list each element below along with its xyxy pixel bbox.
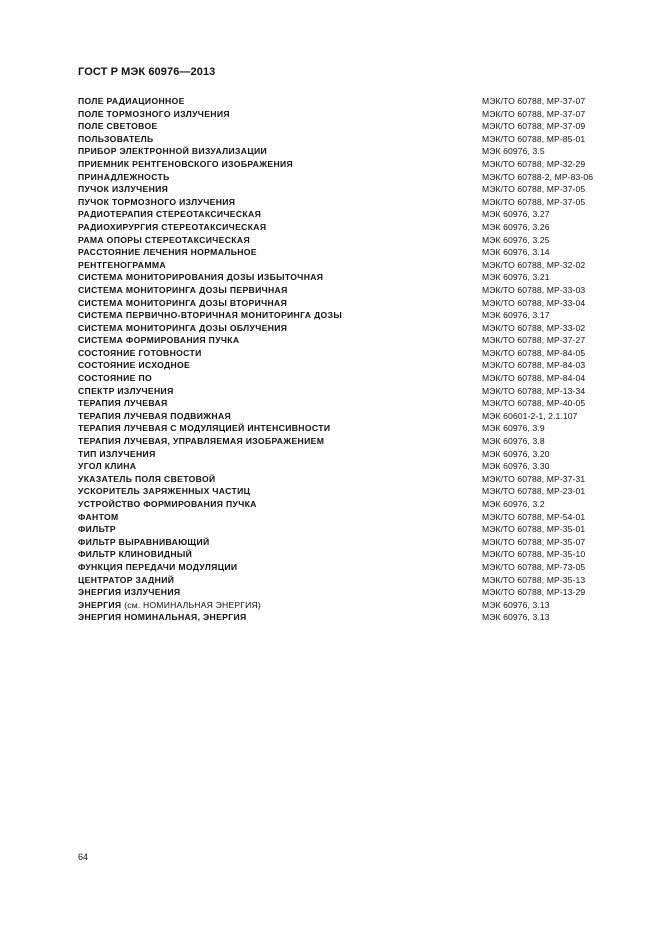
standard-reference: МЭК 60976, 3.30 bbox=[482, 461, 550, 472]
standard-reference: МЭК/ТО 60788, MP-84-03 bbox=[482, 360, 586, 371]
term-name bbox=[78, 599, 261, 612]
standard-reference: МЭК 60976, 3.8 bbox=[482, 436, 545, 447]
standard-reference: МЭК 60976, 3.9 bbox=[482, 423, 545, 434]
standard-reference: МЭК/ТО 60788, MP-13-29 bbox=[482, 587, 586, 598]
term-text: ПУЧОК ТОРМОЗНОГО ИЗЛУЧЕНИЯ bbox=[78, 196, 236, 207]
term-text: ПУЧОК ИЗЛУЧЕНИЯ bbox=[78, 184, 169, 195]
standard-reference: МЭК/ТО 60788, MP-37-09 bbox=[482, 121, 586, 132]
term-text: СИСТЕМА ПЕРВИЧНО-ВТОРИЧНАЯ МОНИТОРИНГА ДОЗЫ bbox=[78, 310, 343, 321]
term-name bbox=[78, 259, 166, 272]
term-name bbox=[78, 271, 323, 284]
document-header: ГОСТ Р МЭК 60976—2013 bbox=[78, 66, 216, 78]
standard-reference: МЭК/ТО 60788, MP-37-05 bbox=[482, 184, 586, 195]
term-name bbox=[78, 322, 287, 335]
index-entry bbox=[78, 548, 618, 561]
standard-reference: МЭК/ТО 60788, MP-84-05 bbox=[482, 347, 586, 358]
index-entry bbox=[78, 473, 618, 486]
standard-reference: МЭК/ТО 60788, MP-73-05 bbox=[482, 561, 586, 572]
term-text: ПОЛЕ СВЕТОВОЕ bbox=[78, 121, 158, 132]
term-text: ЭНЕРГИЯ bbox=[78, 599, 122, 610]
term-text: РАДИОТЕРАПИЯ СТЕРЕОТАКСИЧЕСКАЯ bbox=[78, 209, 262, 220]
standard-reference: МЭК 60976, 3.25 bbox=[482, 234, 550, 245]
index-entry bbox=[78, 259, 618, 272]
standard-reference: МЭК/ТО 60788, MP-37-07 bbox=[482, 96, 586, 106]
term-text: УСТРОЙСТВО ФОРМИРОВАНИЯ ПУЧКА bbox=[78, 499, 257, 509]
term-text: СПЕКТР ИЗЛУЧЕНИЯ bbox=[78, 385, 174, 396]
term-text: СОСТОЯНИЕ ГОТОВНОСТИ bbox=[78, 347, 202, 358]
index-entry bbox=[78, 485, 618, 498]
standard-reference: МЭК/ТО 60788, MP-33-04 bbox=[482, 297, 586, 308]
index-entry bbox=[78, 611, 618, 624]
term-name bbox=[78, 485, 250, 498]
term-name bbox=[78, 234, 250, 247]
term-name bbox=[78, 422, 330, 435]
index-entry bbox=[78, 536, 618, 549]
term-text: ФИЛЬТР КЛИНОВИДНЫЙ bbox=[78, 549, 193, 560]
term-name bbox=[78, 120, 158, 133]
term-name bbox=[78, 460, 136, 473]
index-entry bbox=[78, 183, 618, 196]
index-entry bbox=[78, 145, 618, 158]
term-name bbox=[78, 385, 174, 398]
term-text: ЭНЕРГИЯ ИЗЛУЧЕНИЯ bbox=[78, 587, 181, 598]
term-name bbox=[78, 498, 257, 511]
term-name bbox=[78, 448, 156, 461]
index-entry bbox=[78, 322, 618, 335]
standard-reference: МЭК 60976, 3.27 bbox=[482, 209, 550, 220]
term-text: СИСТЕМА МОНИТОРИНГА ДОЗЫ ПЕРВИЧНАЯ bbox=[78, 284, 288, 295]
term-text: ФИЛЬТР bbox=[78, 524, 116, 535]
term-name bbox=[78, 246, 257, 259]
term-name bbox=[78, 221, 266, 234]
term-name bbox=[78, 561, 237, 574]
standard-reference: МЭК 60976, 3.17 bbox=[482, 310, 550, 321]
standard-reference: МЭК 60976, 3.2 bbox=[482, 499, 545, 509]
term-text: ТЕРАПИЯ ЛУЧЕВАЯ bbox=[78, 398, 168, 409]
term-text: ПРИБОР ЭЛЕКТРОННОЙ ВИЗУАЛИЗАЦИИ bbox=[78, 146, 268, 157]
index-entry bbox=[78, 435, 618, 448]
term-name bbox=[78, 473, 216, 486]
term-name bbox=[78, 548, 192, 561]
index-entry bbox=[78, 422, 618, 435]
term-text: СИСТЕМА ФОРМИРОВАНИЯ ПУЧКА bbox=[78, 335, 240, 346]
index-entry bbox=[78, 171, 618, 184]
term-name bbox=[78, 511, 119, 524]
standard-reference: МЭК/ТО 60788, MP-23-01 bbox=[482, 486, 586, 497]
term-text: ПОЛЕ ТОРМОЗНОГО ИЗЛУЧЕНИЯ bbox=[78, 108, 230, 119]
term-name bbox=[78, 410, 231, 423]
term-name bbox=[78, 435, 324, 448]
index-entry bbox=[78, 599, 618, 612]
term-text: СОСТОЯНИЕ ПО bbox=[78, 373, 153, 384]
index-entry bbox=[78, 460, 618, 473]
index-entry bbox=[78, 271, 618, 284]
index-entry bbox=[78, 448, 618, 461]
term-name bbox=[78, 133, 154, 146]
term-name bbox=[78, 347, 202, 360]
index-entry bbox=[78, 234, 618, 247]
standard-reference: МЭК 60976, 3.5 bbox=[482, 146, 545, 157]
term-name bbox=[78, 108, 230, 121]
index-entry bbox=[78, 498, 618, 511]
term-name bbox=[78, 95, 185, 108]
index-entry bbox=[78, 410, 618, 423]
term-name bbox=[78, 158, 293, 171]
standard-reference: МЭК/ТО 60788, MP-35-01 bbox=[482, 524, 586, 535]
index-entry bbox=[78, 511, 618, 524]
standard-reference: МЭК 60976, 3.14 bbox=[482, 247, 550, 258]
term-text: ТИП ИЗЛУЧЕНИЯ bbox=[78, 448, 156, 459]
standard-reference: МЭК/ТО 60788, MP-32-29 bbox=[482, 158, 586, 169]
index-entry bbox=[78, 385, 618, 398]
term-name bbox=[78, 372, 152, 385]
term-name bbox=[78, 586, 180, 599]
standard-reference: МЭК 60976, 3.13 bbox=[482, 599, 550, 610]
standard-reference: МЭК/ТО 60788, MP-33-03 bbox=[482, 284, 586, 295]
term-text: ФАНТОМ bbox=[78, 511, 119, 522]
standard-reference: МЭК/ТО 60788, MP-33-02 bbox=[482, 322, 586, 333]
term-cross-reference: (см. НОМИНАЛЬНАЯ ЭНЕРГИЯ) bbox=[124, 599, 261, 610]
term-text: ЭНЕРГИЯ НОМИНАЛЬНАЯ, ЭНЕРГИЯ bbox=[78, 612, 247, 623]
standard-reference: МЭК/ТО 60788, MP-37-07 bbox=[482, 108, 586, 119]
standard-reference: МЭК/ТО 60788, MP-85-01 bbox=[482, 133, 586, 144]
term-name bbox=[78, 183, 168, 196]
standard-reference: МЭК 60976, 3.20 bbox=[482, 448, 550, 459]
standard-reference: МЭК/ТО 60788, MP-40-05 bbox=[482, 398, 586, 409]
index-entry bbox=[78, 221, 618, 234]
index-entry bbox=[78, 246, 618, 259]
term-text: ПРИНАДЛЕЖНОСТЬ bbox=[78, 171, 170, 182]
term-text: РЕНТГЕНОГРАММА bbox=[78, 259, 166, 270]
index-entry bbox=[78, 133, 618, 146]
standard-reference: МЭК/ТО 60788-2, MP-83-06 bbox=[482, 171, 594, 182]
index-entry bbox=[78, 372, 618, 385]
standard-reference: МЭК/ТО 60788, MP-84-04 bbox=[482, 373, 586, 384]
standard-reference: МЭК 60601-2-1, 2.1.107 bbox=[482, 410, 578, 421]
term-text: СОСТОЯНИЕ ИСХОДНОЕ bbox=[78, 360, 191, 371]
term-name bbox=[78, 359, 190, 372]
term-text: УГОЛ КЛИНА bbox=[78, 461, 137, 472]
index-entry bbox=[78, 108, 618, 121]
term-name bbox=[78, 334, 239, 347]
term-name bbox=[78, 309, 342, 322]
term-text: УКАЗАТЕЛЬ ПОЛЯ СВЕТОВОЙ bbox=[78, 473, 216, 484]
standard-reference: МЭК/ТО 60788, MP-32-02 bbox=[482, 259, 586, 270]
index-entry bbox=[78, 309, 618, 322]
standard-reference: МЭК/ТО 60788, MP-35-13 bbox=[482, 574, 586, 585]
term-text: РАССТОЯНИЕ ЛЕЧЕНИЯ НОРМАЛЬНОЕ bbox=[78, 247, 257, 258]
index-entry bbox=[78, 158, 618, 171]
term-text: РАДИОХИРУРГИЯ СТЕРЕОТАКСИЧЕСКАЯ bbox=[78, 221, 267, 232]
term-text: РАМА ОПОРЫ СТЕРЕОТАКСИЧЕСКАЯ bbox=[78, 234, 250, 245]
page-number: 64 bbox=[78, 852, 89, 862]
term-text: СИСТЕМА МОНИТОРИНГА ДОЗЫ ВТОРИЧНАЯ bbox=[78, 297, 288, 308]
term-text: УСКОРИТЕЛЬ ЗАРЯЖЕННЫХ ЧАСТИЦ bbox=[78, 486, 251, 497]
index-entry bbox=[78, 334, 618, 347]
term-index-list bbox=[78, 95, 618, 624]
index-entry bbox=[78, 574, 618, 587]
term-text: ЦЕНТРАТОР ЗАДНИЙ bbox=[78, 574, 175, 585]
index-entry bbox=[78, 586, 618, 599]
index-entry bbox=[78, 359, 618, 372]
term-text: СИСТЕМА МОНИТОРИРОВАНИЯ ДОЗЫ ИЗБЫТОЧНАЯ bbox=[78, 272, 324, 283]
term-text: ТЕРАПИЯ ЛУЧЕВАЯ С МОДУЛЯЦИЕЙ ИНТЕНСИВНОСТИ bbox=[78, 423, 331, 434]
standard-reference: МЭК/ТО 60788, MP-54-01 bbox=[482, 511, 586, 522]
index-entry bbox=[78, 561, 618, 574]
term-text: ФУНКЦИЯ ПЕРЕДАЧИ МОДУЛЯЦИИ bbox=[78, 561, 238, 572]
index-entry bbox=[78, 208, 618, 221]
standard-reference: МЭК/ТО 60788, MP-13-34 bbox=[482, 385, 586, 396]
term-name bbox=[78, 397, 168, 410]
term-name bbox=[78, 523, 116, 536]
standard-reference: МЭК/ТО 60788, MP-37-05 bbox=[482, 196, 586, 207]
standard-reference: МЭК 60976, 3.13 bbox=[482, 612, 550, 623]
index-entry bbox=[78, 120, 618, 133]
term-name bbox=[78, 536, 210, 549]
index-entry bbox=[78, 297, 618, 310]
index-entry bbox=[78, 95, 618, 108]
index-entry bbox=[78, 196, 618, 209]
term-name bbox=[78, 171, 170, 184]
term-text: ПРИЕМНИК РЕНТГЕНОВСКОГО ИЗОБРАЖЕНИЯ bbox=[78, 158, 294, 169]
index-entry bbox=[78, 347, 618, 360]
standard-reference: МЭК/ТО 60788, MP-37-27 bbox=[482, 335, 586, 346]
term-text: ТЕРАПИЯ ЛУЧЕВАЯ, УПРАВЛЯЕМАЯ ИЗОБРАЖЕНИЕМ bbox=[78, 436, 325, 447]
term-text: ПОЛЬЗОВАТЕЛЬ bbox=[78, 133, 154, 144]
standard-reference: МЭК/ТО 60788, MP-35-10 bbox=[482, 549, 586, 560]
term-name bbox=[78, 196, 235, 209]
term-text: ТЕРАПИЯ ЛУЧЕВАЯ ПОДВИЖНАЯ bbox=[78, 410, 232, 421]
index-entry bbox=[78, 397, 618, 410]
term-name bbox=[78, 611, 247, 624]
standard-reference: МЭК 60976, 3.26 bbox=[482, 221, 550, 232]
term-name bbox=[78, 208, 261, 221]
term-name bbox=[78, 284, 288, 297]
index-entry bbox=[78, 284, 618, 297]
standard-reference: МЭК/ТО 60788, MP-37-31 bbox=[482, 473, 586, 484]
term-text: ФИЛЬТР ВЫРАВНИВАЮЩИЙ bbox=[78, 536, 210, 547]
term-name bbox=[78, 297, 287, 310]
standard-reference: МЭК 60976, 3.21 bbox=[482, 272, 550, 283]
term-text: ПОЛЕ РАДИАЦИОННОЕ bbox=[78, 96, 185, 106]
standard-reference: МЭК/ТО 60788, MP-35-07 bbox=[482, 536, 586, 547]
term-text: СИСТЕМА МОНИТОРИНГА ДОЗЫ ОБЛУЧЕНИЯ bbox=[78, 322, 288, 333]
index-entry bbox=[78, 523, 618, 536]
term-name bbox=[78, 574, 174, 587]
term-name bbox=[78, 145, 267, 158]
